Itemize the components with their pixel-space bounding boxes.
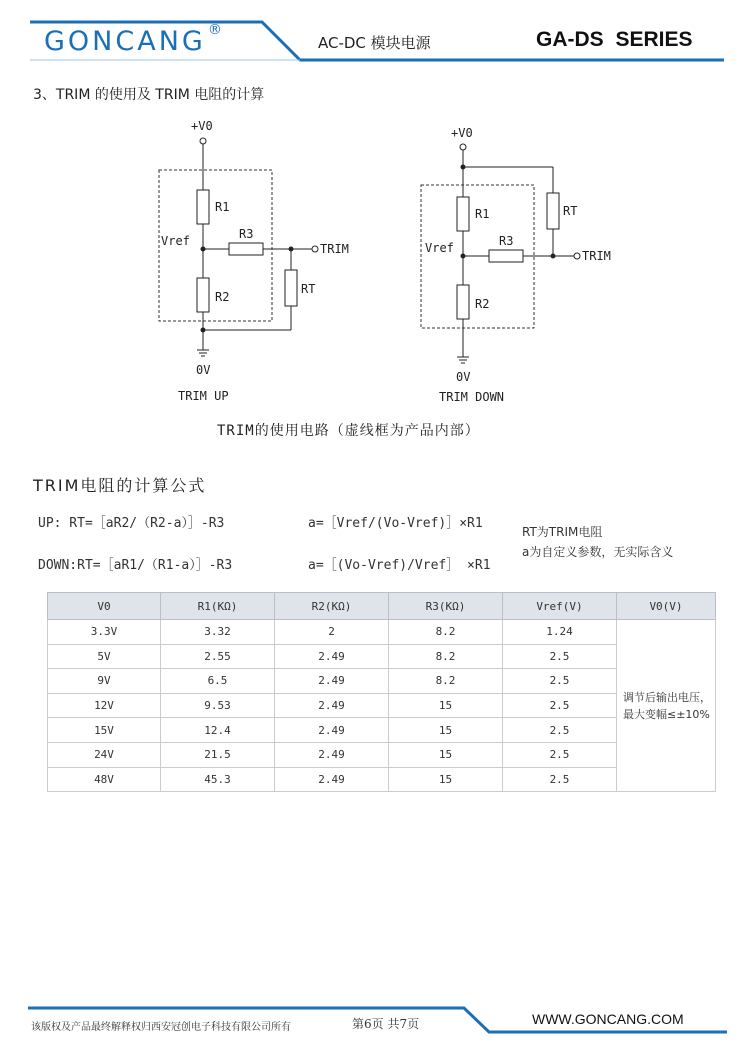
table-cell: 2.49 xyxy=(275,644,389,669)
output-adjust-note: 调节后输出电压， 最大变幅≤±10% xyxy=(617,620,716,792)
svg-text:TRIM: TRIM xyxy=(582,249,611,263)
table-cell: 2.5 xyxy=(503,669,617,694)
table-cell: 12V xyxy=(48,693,161,718)
table-cell: 9V xyxy=(48,669,161,694)
svg-text:R2: R2 xyxy=(475,297,490,311)
product-type: AC-DC 模块电源 xyxy=(318,34,431,52)
svg-text:Vref: Vref xyxy=(425,241,454,255)
table-cell: 5V xyxy=(48,644,161,669)
svg-text:R1: R1 xyxy=(475,207,490,221)
table-cell: 2.55 xyxy=(161,644,275,669)
svg-text:0V: 0V xyxy=(196,363,211,377)
series-name: GA-DS SERIES xyxy=(536,28,693,51)
up-a-formula: a=［Vref/(Vo-Vref)］×R1 xyxy=(308,516,483,531)
table-cell: 3.32 xyxy=(161,620,275,645)
section-title: 3、TRIM 的使用及 TRIM 电阻的计算 xyxy=(33,87,265,103)
svg-text:TRIM UP: TRIM UP xyxy=(178,389,229,403)
col-header: R3(KΩ) xyxy=(389,593,503,620)
table-cell: 3.3V xyxy=(48,620,161,645)
note-rt: RT为TRIM电阻 xyxy=(522,525,603,539)
footer-page-number: 第6页 共7页 xyxy=(352,1017,420,1031)
svg-text:+V0: +V0 xyxy=(451,126,473,140)
table-row xyxy=(48,693,716,718)
table-row xyxy=(48,767,716,792)
table-cell: 45.3 xyxy=(161,767,275,792)
down-a-formula: a=［(Vo-Vref)/Vref］ ×R1 xyxy=(308,558,491,573)
table-cell: 24V xyxy=(48,742,161,767)
svg-text:+V0: +V0 xyxy=(191,119,213,133)
table-cell: 6.5 xyxy=(161,669,275,694)
footer-website: WWW.GONCANG.COM xyxy=(532,1011,684,1027)
table-cell: 15 xyxy=(389,718,503,743)
svg-text:R3: R3 xyxy=(239,227,254,241)
table-cell: 2.5 xyxy=(503,767,617,792)
table-cell: 2.5 xyxy=(503,644,617,669)
table-header-row xyxy=(48,593,716,620)
table-cell: 8.2 xyxy=(389,669,503,694)
table-cell: 8.2 xyxy=(389,620,503,645)
table-cell: 2.5 xyxy=(503,718,617,743)
table-cell: 2.49 xyxy=(275,742,389,767)
col-header: V0 xyxy=(48,593,161,620)
table-cell: 2.49 xyxy=(275,669,389,694)
col-header: R2(KΩ) xyxy=(275,593,389,620)
table-cell: 2.49 xyxy=(275,693,389,718)
table-cell: 15 xyxy=(389,693,503,718)
col-header: V0(V) xyxy=(617,593,716,620)
col-header: Vref(V) xyxy=(503,593,617,620)
svg-text:R1: R1 xyxy=(215,200,230,214)
calc-title: TRIM电阻的计算公式 xyxy=(33,476,207,495)
table-cell: 2.49 xyxy=(275,718,389,743)
table-cell: 15 xyxy=(389,767,503,792)
svg-text:R2: R2 xyxy=(215,290,230,304)
up-formula: UP: RT=［aR2/（R2-a）］-R3 xyxy=(38,516,225,531)
trim-resistor-table xyxy=(47,592,716,792)
footer-copyright: 该版权及产品最终解释权归西安冠创电子科技有限公司所有 xyxy=(31,1022,291,1033)
trim-up-circuit xyxy=(150,118,360,408)
brand-logo: GONCANG ® xyxy=(44,22,222,57)
svg-text:RT: RT xyxy=(301,282,316,296)
trim-down-circuit xyxy=(410,125,630,410)
table-cell: 2.5 xyxy=(503,693,617,718)
table-cell: 12.4 xyxy=(161,718,275,743)
svg-text:R3: R3 xyxy=(499,234,514,248)
svg-text:TRIM DOWN: TRIM DOWN xyxy=(439,390,505,404)
table-row xyxy=(48,718,716,743)
table-row xyxy=(48,669,716,694)
svg-text:0V: 0V xyxy=(456,370,471,384)
table-cell: 48V xyxy=(48,767,161,792)
table-cell: 2.49 xyxy=(275,767,389,792)
table-cell: 9.53 xyxy=(161,693,275,718)
circuit-caption: TRIM的使用电路（虚线框为产品内部） xyxy=(217,423,480,439)
table-row xyxy=(48,644,716,669)
svg-text:RT: RT xyxy=(563,204,578,218)
svg-text:TRIM: TRIM xyxy=(320,242,349,256)
table-cell: 21.5 xyxy=(161,742,275,767)
table-cell: 15 xyxy=(389,742,503,767)
svg-text:Vref: Vref xyxy=(161,234,190,248)
table-cell: 1.24 xyxy=(503,620,617,645)
table-row xyxy=(48,620,716,645)
col-header: R1(KΩ) xyxy=(161,593,275,620)
table-cell: 15V xyxy=(48,718,161,743)
table-cell: 8.2 xyxy=(389,644,503,669)
table-cell: 2.5 xyxy=(503,742,617,767)
table-cell: 2 xyxy=(275,620,389,645)
down-formula: DOWN:RT=［aR1/（R1-a）］-R3 xyxy=(38,558,233,573)
table-row xyxy=(48,742,716,767)
note-a: a为自定义参数，无实际含义 xyxy=(522,545,674,559)
